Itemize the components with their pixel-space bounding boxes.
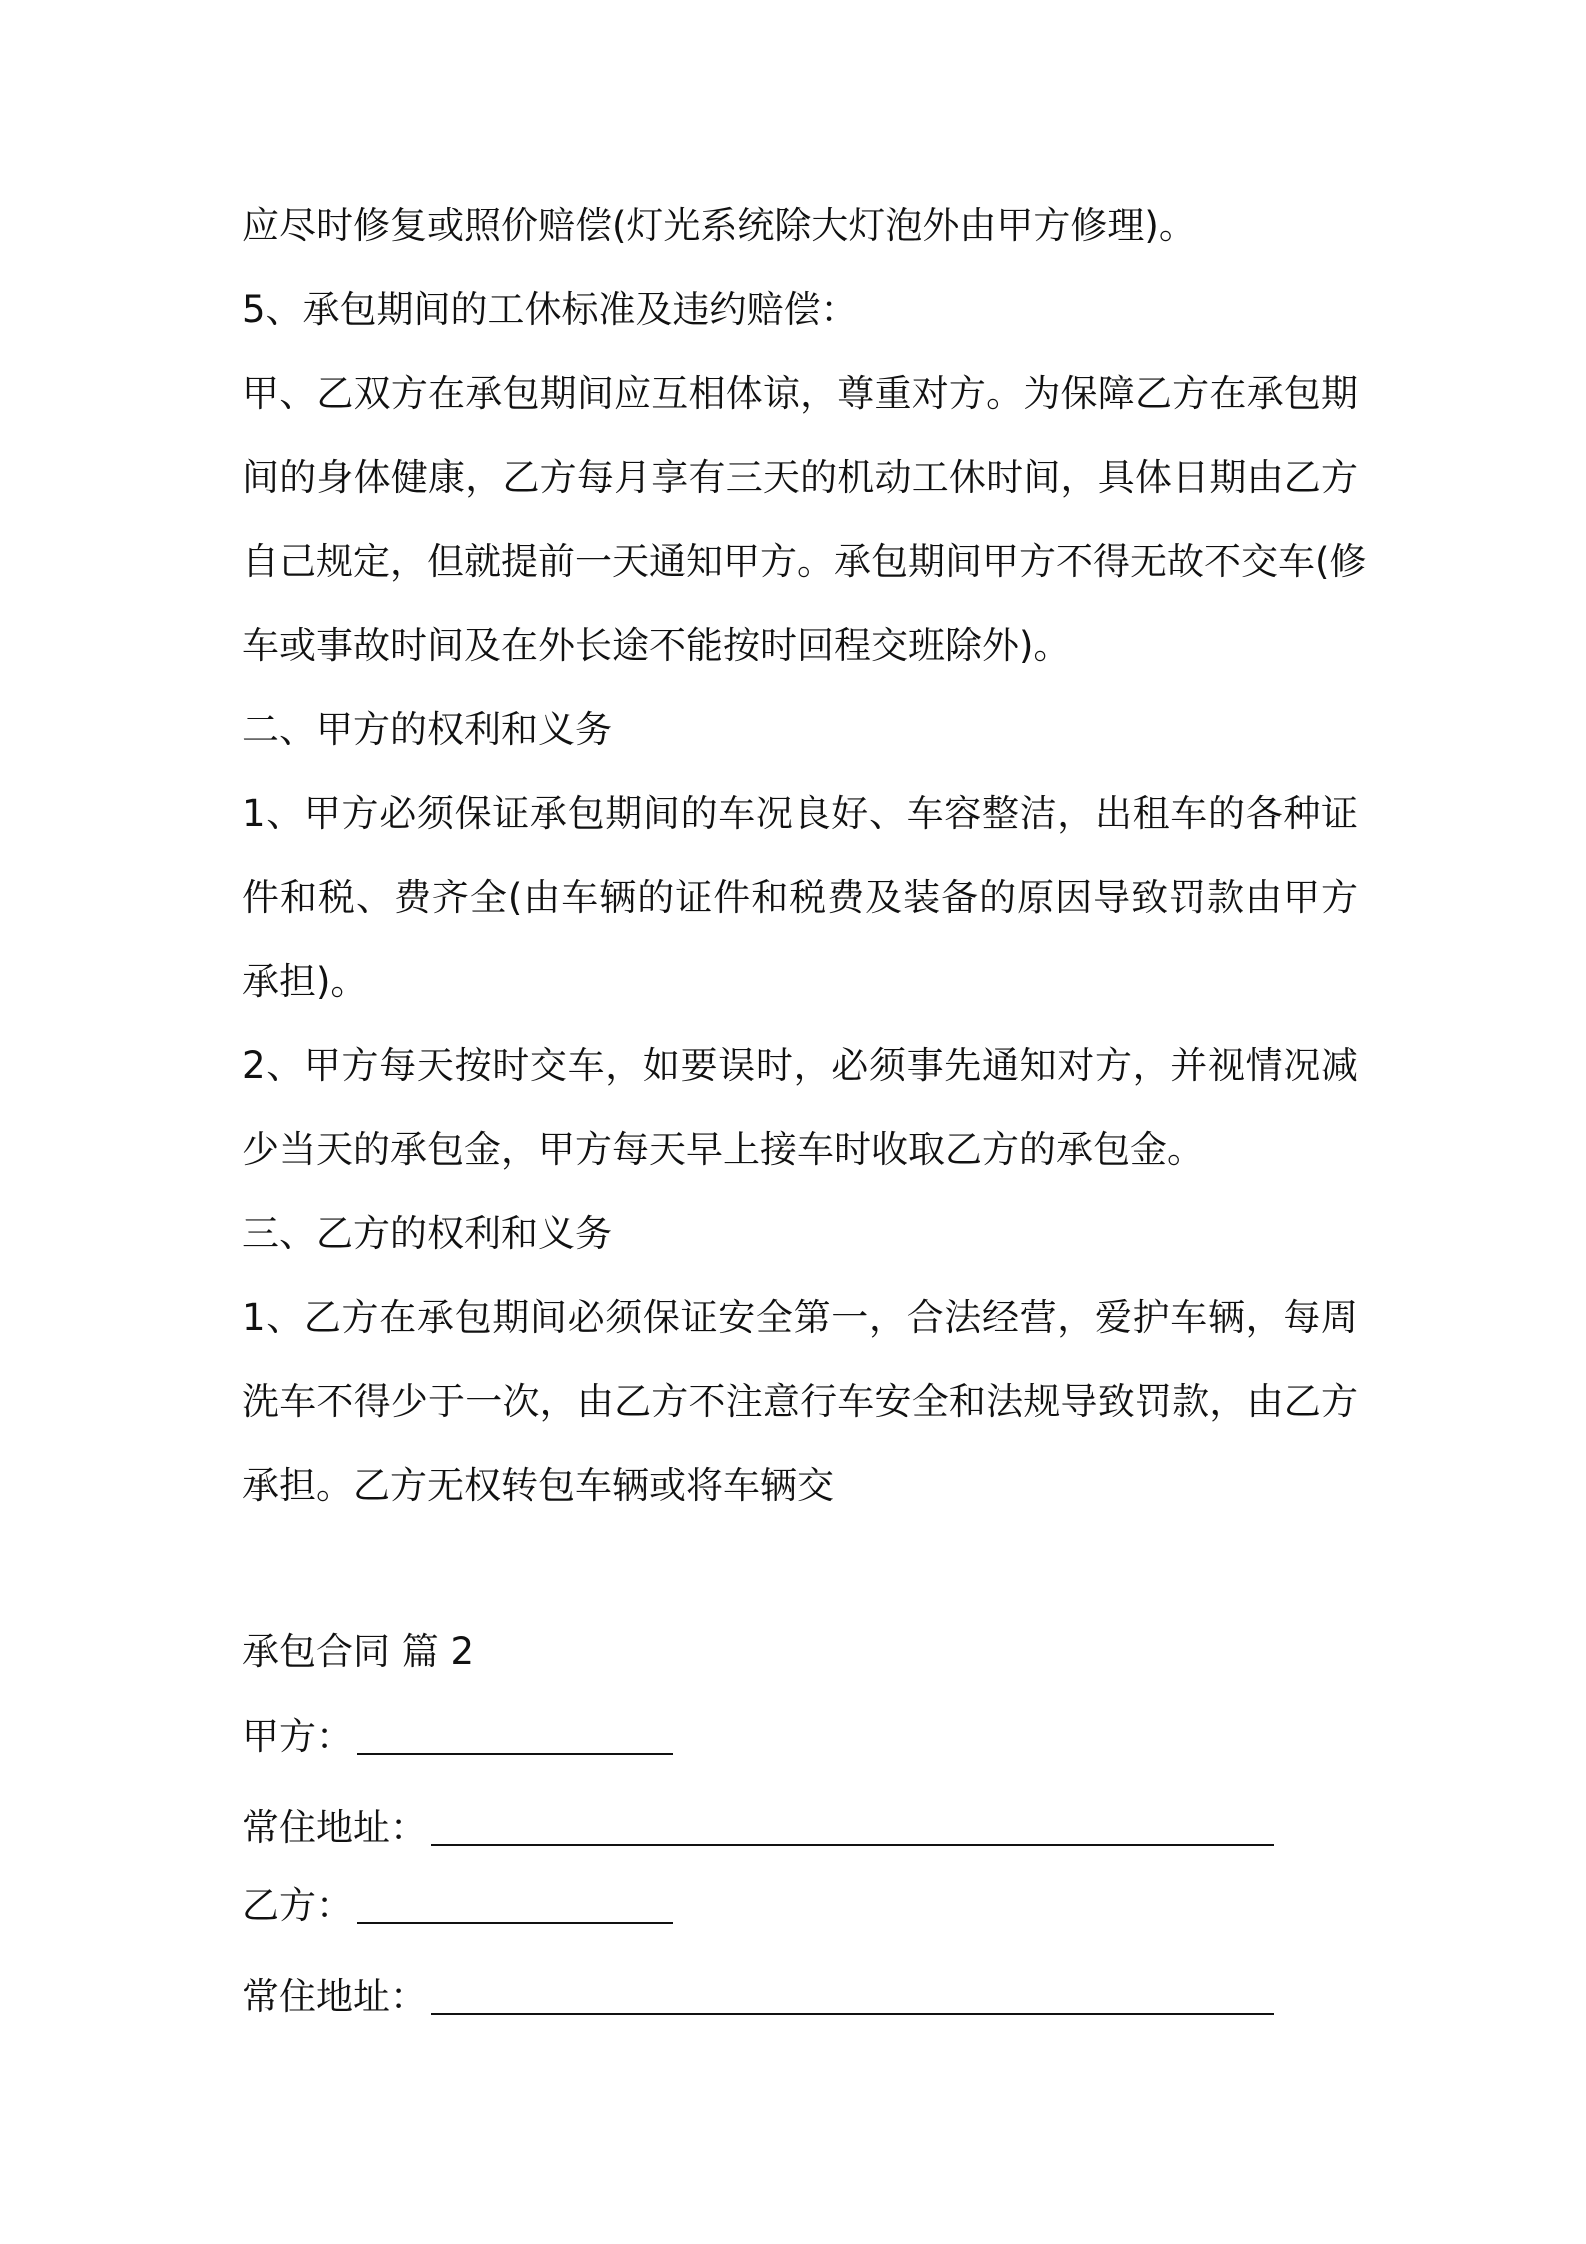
paragraph-line: 2、甲方每天按时交车，如要误时，必须事先通知对方，并视情况减	[242, 1044, 1358, 1087]
document-page	[242, 184, 1367, 2039]
paragraph-line: 件和税、费齐全(由车辆的证件和税费及装备的原因导致罚款由甲方	[242, 876, 1358, 919]
party-a-address-blank	[431, 1844, 1274, 1846]
party-b-address-blank	[431, 2013, 1274, 2015]
party-b-label: 乙方：	[242, 1884, 353, 1927]
party-a-address-row	[242, 1786, 1358, 1870]
paragraph-line: 承担。乙方无权转包车辆或将车辆交	[242, 1464, 834, 1507]
party-b-address-label: 常住地址：	[242, 1975, 427, 2018]
party-b-row	[242, 1864, 1358, 1948]
party-a-row	[242, 1695, 1358, 1779]
paragraph-line: 自己规定，但就提前一天通知甲方。承包期间甲方不得无故不交车(修	[242, 540, 1367, 583]
paragraph-line: 洗车不得少于一次，由乙方不注意行车安全和法规导致罚款，由乙方	[242, 1380, 1358, 1423]
paragraph-line: 应尽时修复或照价赔偿(灯光系统除大灯泡外由甲方修理)。	[242, 204, 1196, 247]
paragraph-line: 承担)。	[242, 960, 368, 1003]
party-a-label: 甲方：	[242, 1715, 353, 1758]
party-a-address-label: 常住地址：	[242, 1806, 427, 1849]
paragraph-line: 间的身体健康，乙方每月享有三天的机动工休时间，具体日期由乙方	[242, 456, 1358, 499]
party-a-blank	[357, 1753, 673, 1755]
paragraph-line: 1、乙方在承包期间必须保证安全第一，合法经营，爱护车辆，每周	[242, 1296, 1358, 1339]
section-3-heading: 三、乙方的权利和义务	[242, 1212, 612, 1255]
contract-2-title: 承包合同 篇 2	[242, 1630, 475, 1673]
paragraph-line: 少当天的承包金，甲方每天早上接车时收取乙方的承包金。	[242, 1128, 1204, 1171]
party-b-blank	[357, 1922, 673, 1924]
clause-5-heading: 5、承包期间的工休标准及违约赔偿：	[242, 288, 858, 331]
paragraph-line: 甲、乙双方在承包期间应互相体谅，尊重对方。为保障乙方在承包期	[242, 372, 1358, 415]
paragraph-line: 车或事故时间及在外长途不能按时回程交班除外)。	[242, 624, 1071, 667]
section-2-heading: 二、甲方的权利和义务	[242, 708, 612, 751]
party-b-address-row	[242, 1955, 1358, 2039]
paragraph-line: 1、甲方必须保证承包期间的车况良好、车容整洁，出租车的各种证	[242, 792, 1358, 835]
